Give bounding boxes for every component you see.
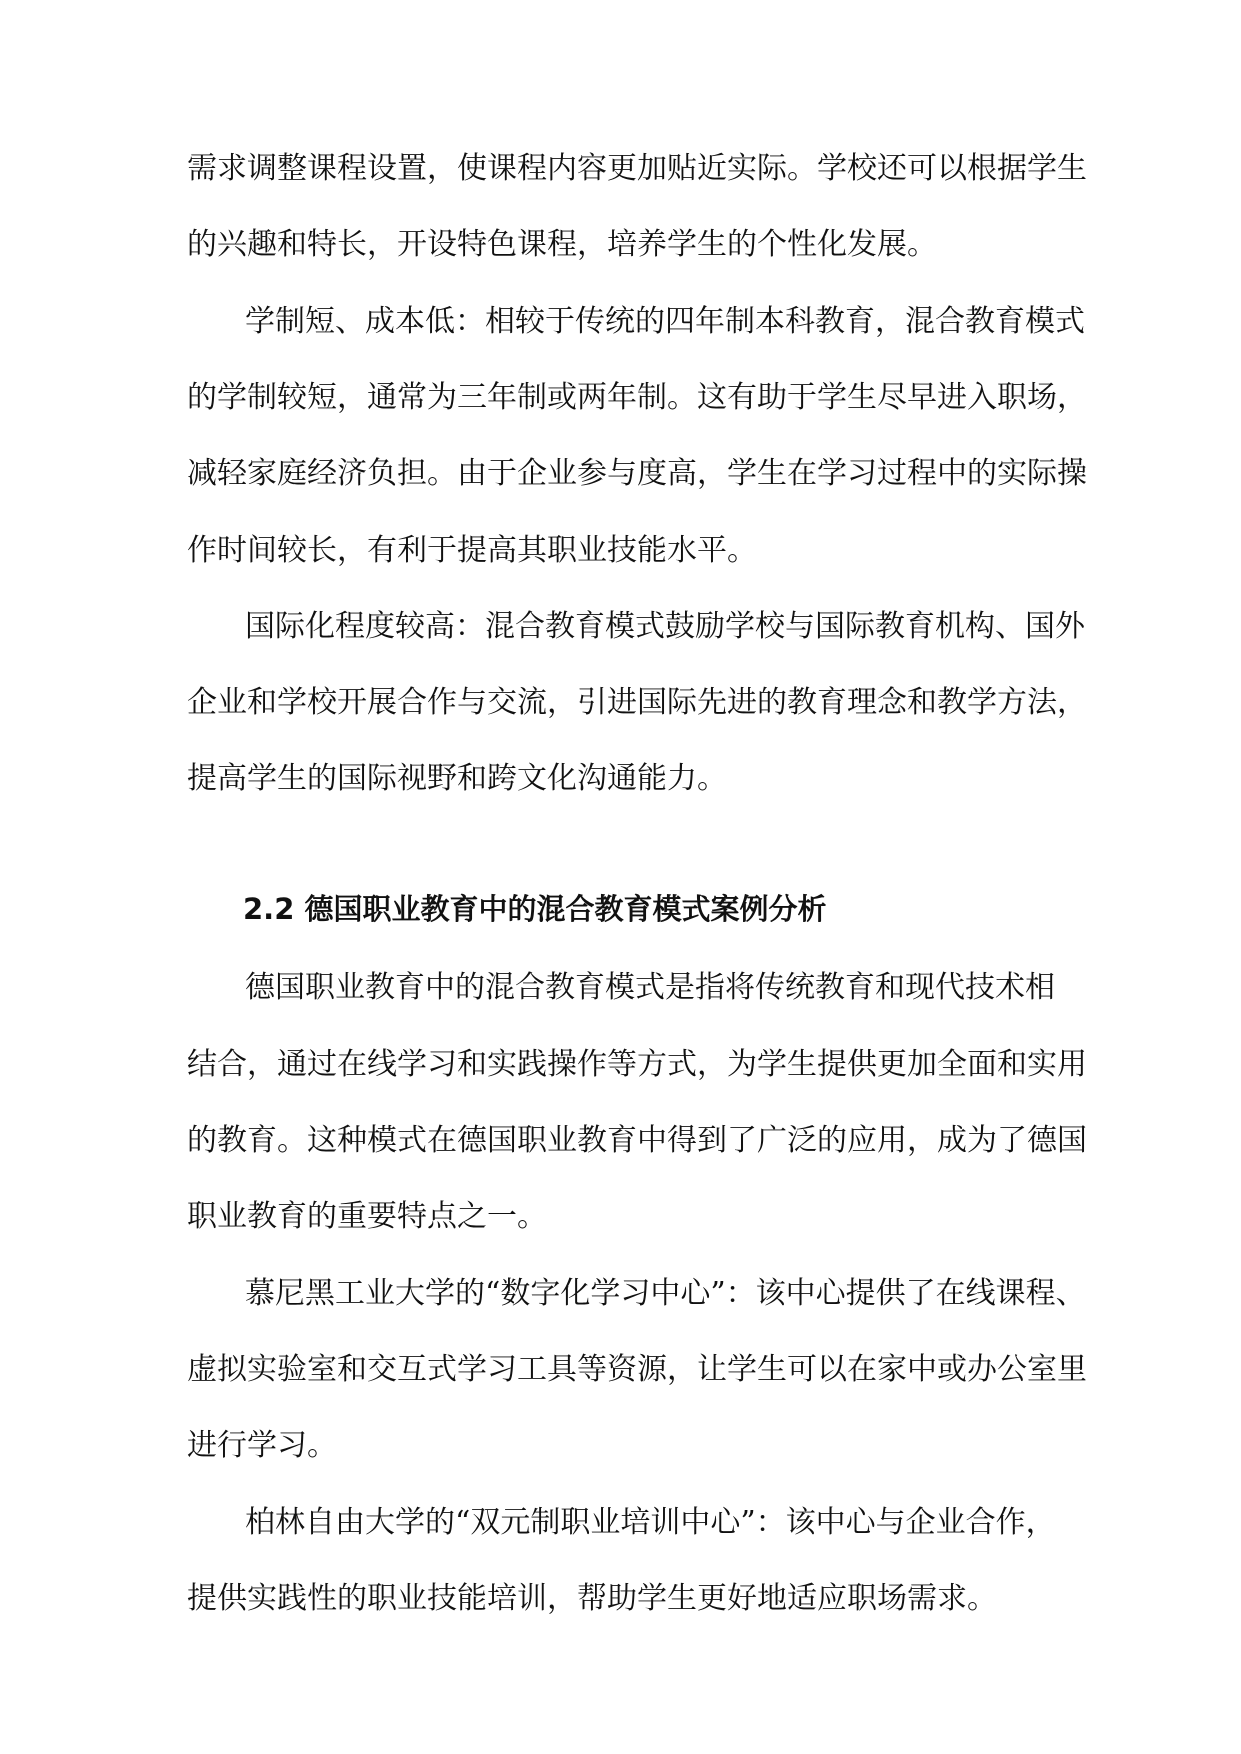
text-line: 的教育。这种模式在德国职业教育中得到了广泛的应用，成为了德国: [187, 1123, 1087, 1158]
text-line: 国际化程度较高：混合教育模式鼓励学校与国际教育机构、国外: [245, 609, 1085, 644]
text-line: 减轻家庭经济负担。由于企业参与度高，学生在学习过程中的实际操: [187, 456, 1087, 491]
text-line: 德国职业教育中的混合教育模式是指将传统教育和现代技术相: [245, 970, 1055, 1005]
text-line: 需求调整课程设置，使课程内容更加贴近实际。学校还可以根据学生: [187, 151, 1087, 186]
text-line: 作时间较长，有利于提高其职业技能水平。: [187, 533, 757, 568]
text-line: 慕尼黑工业大学的“数字化学习中心”：该中心提供了在线课程、: [245, 1276, 1086, 1311]
text-line: 结合，通过在线学习和实践操作等方式，为学生提供更加全面和实用: [187, 1047, 1087, 1082]
text-line: 虚拟实验室和交互式学习工具等资源，让学生可以在家中或办公室里: [187, 1352, 1087, 1387]
text-line: 的兴趣和特长，开设特色课程，培养学生的个性化发展。: [187, 227, 937, 262]
section-heading: 2.2 德国职业教育中的混合教育模式案例分析: [243, 892, 827, 926]
text-line: 企业和学校开展合作与交流，引进国际先进的教育理念和教学方法，: [187, 685, 1087, 720]
text-line: 职业教育的重要特点之一。: [187, 1199, 547, 1234]
text-line: 进行学习。: [187, 1428, 337, 1463]
text-line: 学制短、成本低：相较于传统的四年制本科教育，混合教育模式: [245, 304, 1085, 339]
text-line: 的学制较短，通常为三年制或两年制。这有助于学生尽早进入职场，: [187, 380, 1087, 415]
text-line: 提供实践性的职业技能培训，帮助学生更好地适应职场需求。: [187, 1581, 997, 1616]
text-line: 柏林自由大学的“双元制职业培训中心”：该中心与企业合作，: [245, 1505, 1056, 1540]
text-line: 提高学生的国际视野和跨文化沟通能力。: [187, 761, 727, 796]
